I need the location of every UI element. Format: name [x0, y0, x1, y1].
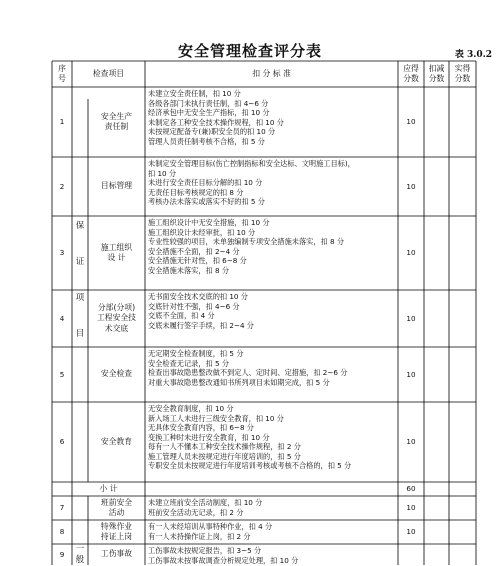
row-standard	[148, 159, 396, 207]
row-deduct-score	[424, 402, 449, 482]
row-standard	[148, 292, 396, 330]
standard-line: 有一人未经培训从事特种作业，扣 4 分	[148, 522, 273, 531]
row-actual-score	[449, 157, 476, 216]
row-item-line: 工伤事故	[100, 549, 133, 559]
row-actual-score	[449, 520, 476, 544]
row-actual-score	[449, 544, 476, 565]
row-item-line: 设 计	[107, 253, 126, 262]
standard-line: 施工管理人员未按规定进行年度培训的，扣 5 分	[148, 451, 301, 461]
row-deduct-score	[424, 216, 449, 290]
standard-line: 经济承包中无安全生产指标，扣 10 分	[148, 108, 270, 117]
standard-line: 交底针对性不强，扣 4~6 分	[148, 301, 240, 311]
row-actual-score	[449, 290, 476, 347]
standard-line: 安全措施不全面，扣 2~4 分	[148, 246, 240, 256]
standard-line: 安全检查无记录，扣 5 分	[148, 358, 230, 368]
standard-line: 无定期安全检查制度，扣 5 分	[148, 349, 244, 358]
row-item	[88, 216, 145, 290]
row-number	[52, 482, 72, 496]
standard-line: 未制定安全管理目标(伤亡控制指标和安全达标、文明施工目标)，	[148, 159, 355, 168]
row-should-score: 10	[406, 527, 416, 537]
row-item	[88, 544, 145, 565]
standard-line: 未进行安全责任目标分解的扣 10 分	[148, 178, 263, 187]
standard-line: 未建立安全责任制，扣 10 分	[148, 89, 241, 98]
page-title: 安全管理检查评分表	[177, 42, 322, 60]
row-actual-score	[449, 496, 476, 520]
row-should-score: 10	[406, 117, 416, 127]
row-item-line: 安全检查	[100, 369, 133, 379]
row-should-score: 10	[406, 437, 416, 447]
row-number: 4	[59, 313, 65, 323]
row-item	[88, 157, 145, 216]
row-item-line: 小 计	[99, 483, 118, 493]
row-number: 6	[59, 437, 65, 447]
standard-line: 各级各部门未执行责任制，扣 4~6 分	[148, 98, 269, 108]
row-item	[72, 482, 145, 496]
row-item-line: 工程安全技	[97, 313, 136, 323]
standard-line: 交底未履行签字手续，扣 2~4 分	[148, 320, 254, 330]
row-standard	[148, 522, 396, 541]
row-item	[88, 347, 145, 402]
row-standard	[148, 349, 396, 387]
header-standard: 扣 分 标 准	[252, 68, 291, 78]
row-actual-score	[449, 402, 476, 482]
row-item-line: 分部(分项)	[97, 303, 136, 313]
header-actual: 实得 分数	[454, 64, 471, 84]
row-should-score: 10	[406, 369, 416, 379]
row-item-line: 安全教育	[100, 436, 133, 446]
row-number: 5	[59, 369, 65, 379]
standard-line: 未制定各工种安全技术操作规程，扣 10 分	[148, 117, 284, 127]
row-standard	[148, 89, 396, 146]
row-item-line: 班前安全	[100, 497, 133, 507]
row-actual-score	[449, 482, 476, 496]
row-standard	[148, 498, 396, 517]
row-deduct-score	[424, 520, 449, 544]
row-should-score	[398, 544, 424, 565]
standard-line: 工伤事故未按规定报告，扣 3~5 分	[148, 546, 262, 555]
row-number: 7	[59, 503, 65, 513]
row-number: 8	[59, 527, 65, 537]
row-actual-score	[449, 347, 476, 402]
row-item	[88, 496, 145, 520]
row-should-score: 60	[406, 484, 416, 494]
standard-line: 每有一人不懂本工种安全技术操作规程，扣 2 分	[148, 442, 301, 451]
standard-line: 无具体安全教育内容，扣 6~8 分	[148, 423, 254, 432]
row-item	[88, 402, 145, 482]
row-item-line: 活动	[108, 508, 125, 517]
standard-line: 班前安全活动无记录，扣 2 分	[148, 507, 244, 517]
standard-line: 无安全教育制度，扣 10 分	[148, 404, 234, 413]
header-should: 应得 分数	[403, 64, 419, 84]
standard-line: 未建立班前安全活动制度，扣 10 分	[148, 498, 263, 507]
standard-line: 管理人员责任制考核不合格，扣 5 分	[148, 136, 265, 146]
standard-line: 交底不全面，扣 4 分	[148, 311, 215, 320]
row-item-line: 持证上岗	[100, 532, 133, 541]
row-item-line: 施工组织	[100, 242, 133, 252]
standard-line: 变换工种时未进行安全教育，扣 10 分	[148, 432, 270, 442]
group-label-guarantee: 保 证 项 目	[75, 221, 85, 339]
row-should-score: 10	[406, 503, 416, 513]
row-number: 9	[59, 549, 65, 559]
row-item	[88, 87, 145, 157]
standard-line: 考核办法未落实或落实不好的扣 5 分	[148, 197, 265, 206]
row-deduct-score	[424, 544, 449, 565]
row-item-line: 责任制	[104, 122, 129, 131]
row-standard	[148, 546, 396, 565]
standard-line: 对重大事故隐患整改通知书所列项目未如期完成，扣 5 分	[148, 377, 330, 387]
standard-line: 无责任目标考核规定的扣 8 分	[148, 187, 244, 197]
row-deduct-score	[424, 290, 449, 347]
standard-line: 工伤事故未按事故调查分析规定处理，扣 10 分	[148, 555, 299, 565]
standard-line: 专业性较强的项目，未单独编制专项安全措施未落实，扣 8 分	[148, 237, 345, 246]
standard-line: 未按规定配备专(兼)职安全员的扣 10 分	[148, 127, 276, 136]
row-item-line: 安全生产	[100, 111, 133, 121]
row-item-line: 目标管理	[100, 181, 133, 191]
row-item-line: 术交底	[104, 323, 129, 333]
row-should-score: 10	[406, 248, 416, 258]
standard-line: 检查出事故隐患整改做不到定人、定时间、定措施，扣 2~6 分	[148, 368, 348, 377]
row-deduct-score	[424, 347, 449, 402]
row-actual-score	[449, 216, 476, 290]
row-standard	[148, 404, 396, 471]
row-deduct-score	[424, 496, 449, 520]
standard-line: 扣 10 分	[148, 168, 177, 178]
row-deduct-score	[424, 157, 449, 216]
standard-line: 无书面安全技术交底的扣 10 分	[148, 292, 248, 301]
row-number: 2	[59, 181, 65, 191]
header-deduct: 扣减 分数	[428, 64, 445, 84]
standard-line: 安全措施无针对性，扣 6~8 分	[148, 256, 247, 265]
standard-line: 施工组织设计未经审批，扣 10 分	[148, 227, 256, 237]
group-label-general: 一 般	[75, 544, 85, 566]
row-number: 1	[59, 117, 65, 127]
standard-line: 安全措施未落实，扣 8 分	[148, 265, 230, 275]
row-item	[88, 520, 145, 544]
row-should-score: 10	[406, 313, 416, 323]
row-deduct-score	[424, 87, 449, 157]
row-deduct-score	[424, 482, 449, 496]
standard-line: 有一人未持操作证上岗，扣 2 分	[148, 531, 251, 541]
row-should-score: 10	[406, 181, 416, 191]
header-no: 序 号	[58, 64, 66, 84]
table-number: 表 3.0.2	[454, 50, 492, 60]
row-number: 3	[59, 248, 65, 258]
standard-line: 新入场工人未进行三级安全教育，扣 10 分	[148, 413, 284, 423]
header-item: 检查项目	[92, 68, 125, 78]
row-actual-score	[449, 87, 476, 157]
row-item	[88, 290, 145, 347]
row-standard	[148, 218, 396, 275]
row-item-line: 特殊作业	[100, 521, 133, 531]
standard-line: 专职安全员未按规定进行年度培训考核或考核不合格的，扣 5 分	[148, 461, 352, 470]
standard-line: 施工组织设计中无安全措施，扣 10 分	[148, 218, 270, 227]
